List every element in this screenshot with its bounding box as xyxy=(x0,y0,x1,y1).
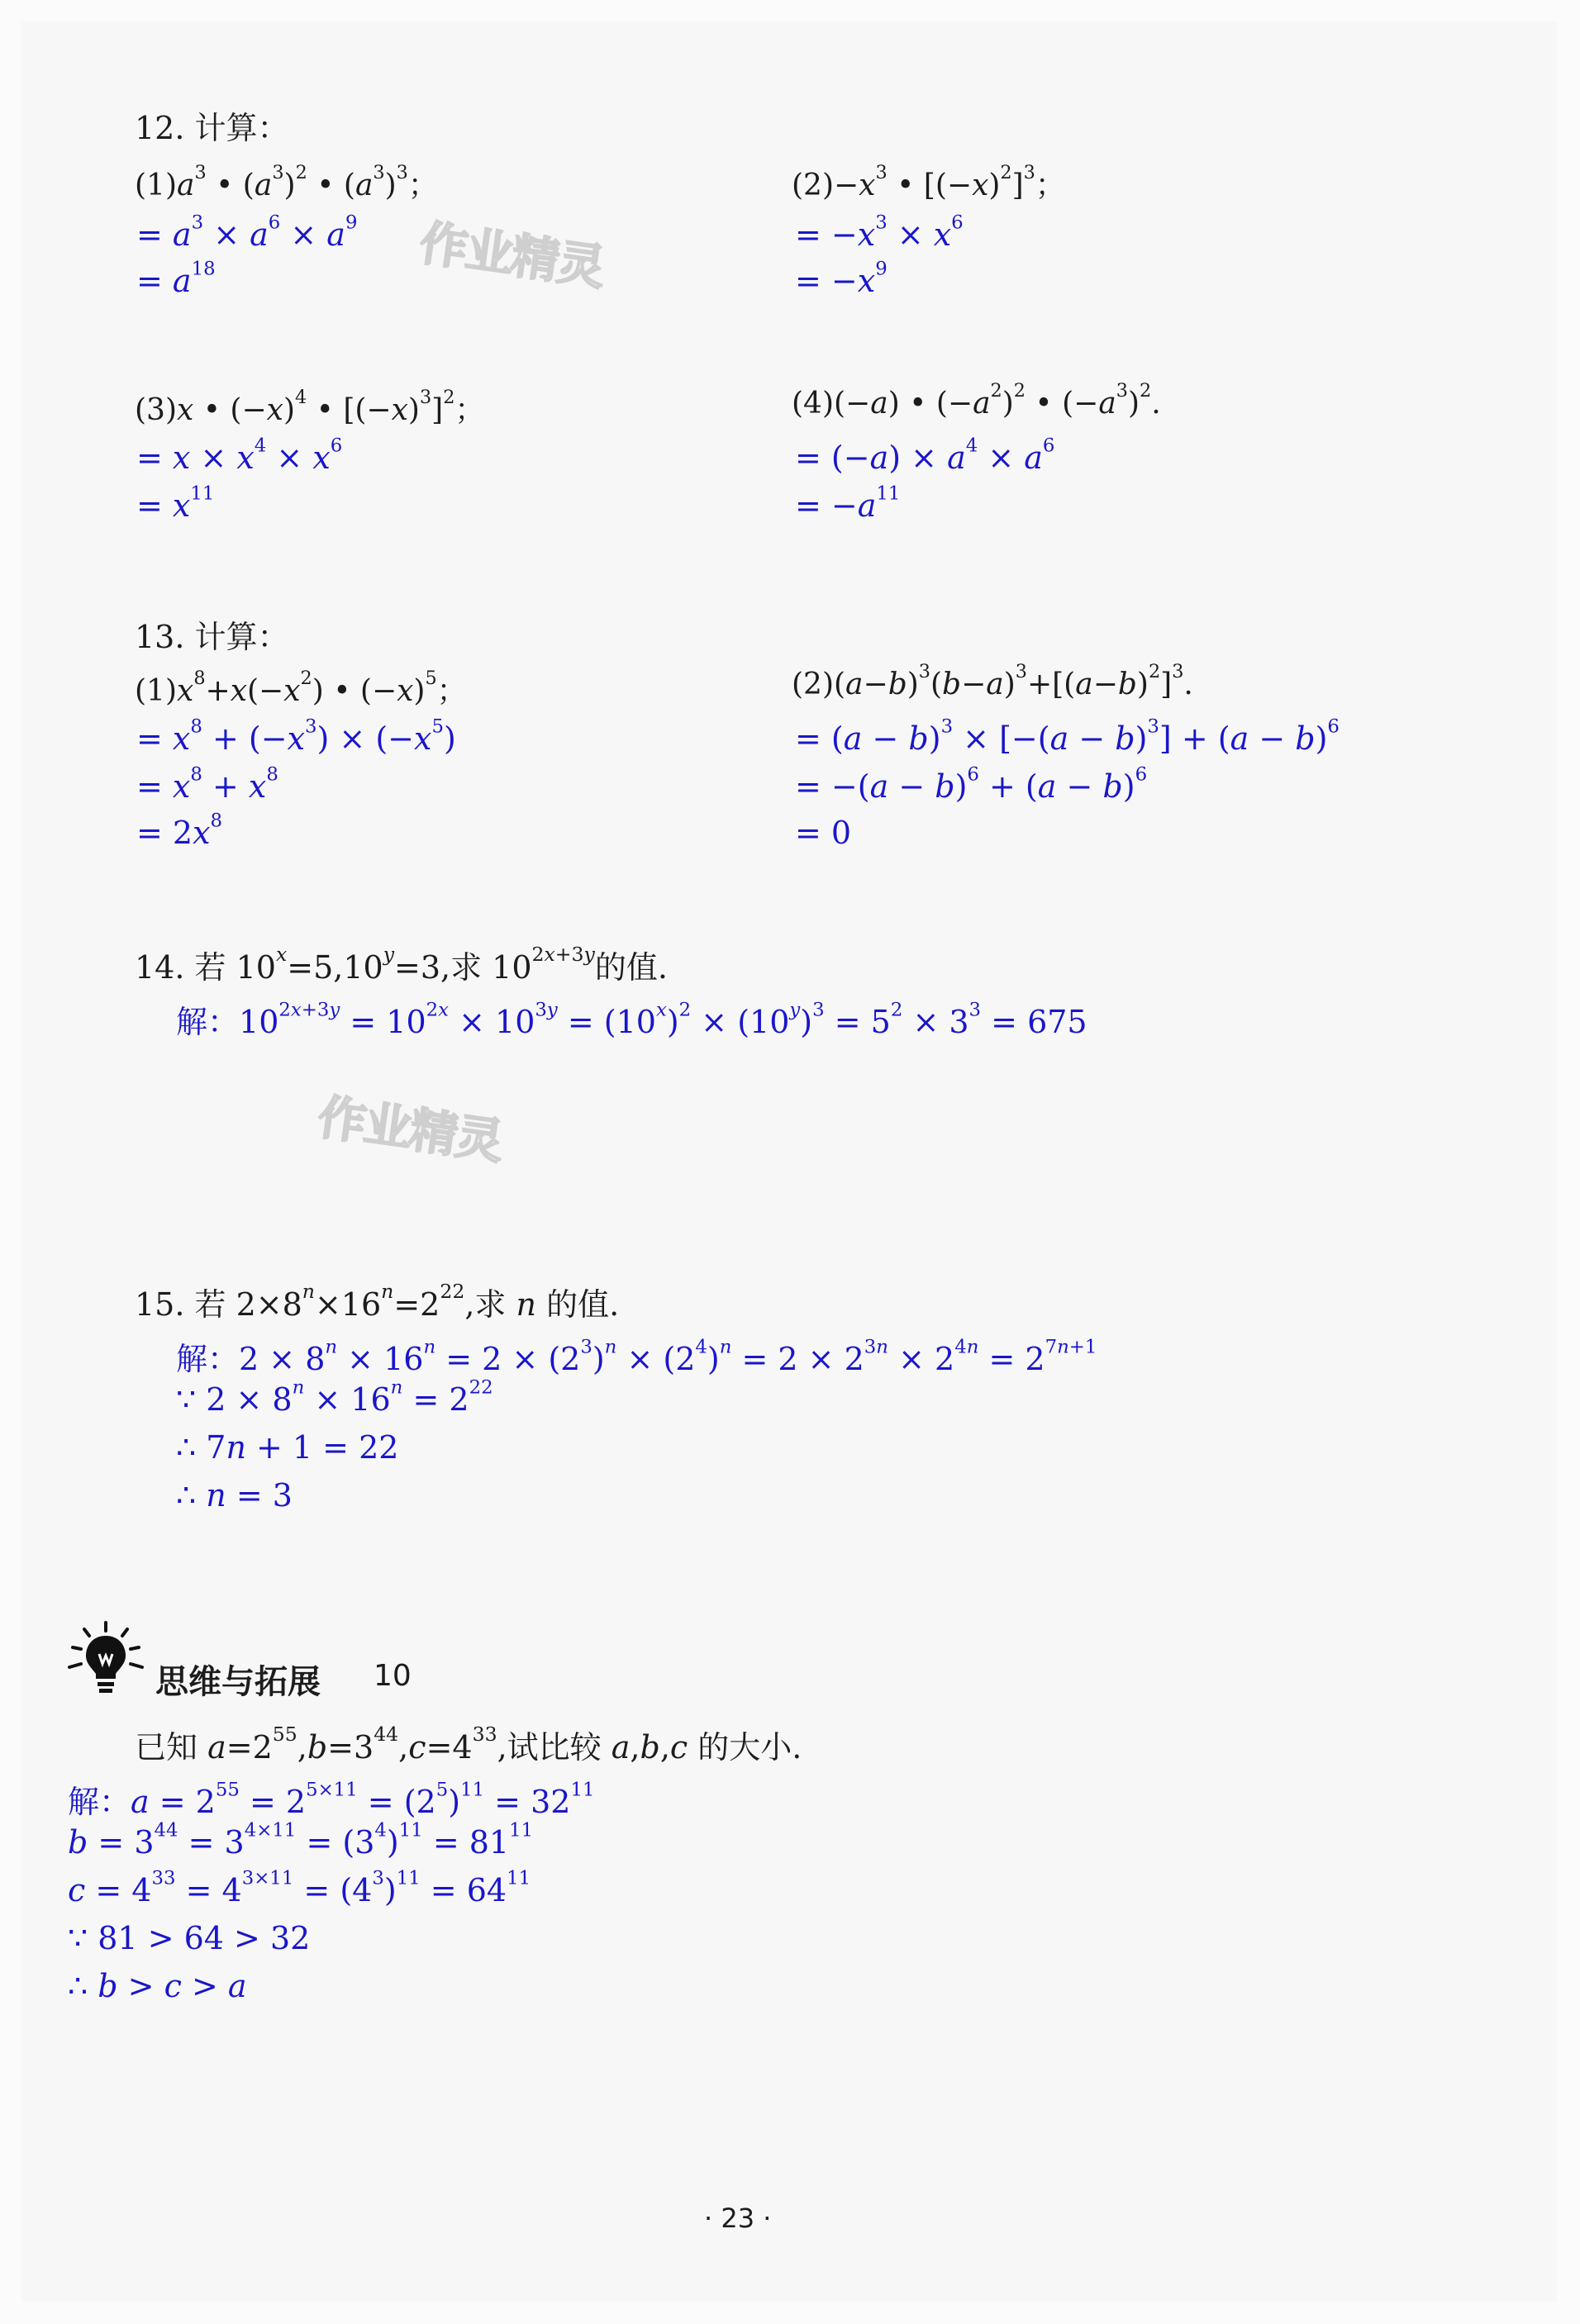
section-title: 思维与拓展 xyxy=(155,1663,321,1701)
watermark: 作业精灵 xyxy=(416,214,607,297)
section-answer-step4: ∵ 81 > 64 > 32 xyxy=(68,1920,311,1956)
q12-part3-step1: = $x \times x^4 \times x^6$ xyxy=(136,435,343,476)
section-answer-step1: 解：$a = 2^{55} = 2^{5\times 11} = (2^5)^{11} = 32^{11}$ xyxy=(68,1779,595,1820)
section-answer-step3: $c = 4^{33} = 4^{3\times 11} = (4^3)^{11} = 64^{11}$ xyxy=(68,1867,531,1908)
q12-part4-step1: = $(-a) \times a^4 \times a^6$ xyxy=(795,435,1055,476)
section-answer-step2: $b = 3^{44} = 3^{4\times 11} = (3^4)^{11} = 81^{11}$ xyxy=(68,1819,534,1861)
q12-part4-problem: (4)(−a) • $(-a^2)^2$ • $(-a^3)^2$. xyxy=(792,379,1161,421)
q12-part2-problem: $(2)-x^3$ • $[(-x)^2]^3$； xyxy=(792,161,1065,202)
question-15-title: 15. 若 $2\times 8^n\times 16^n=2^{22}$,求 n 的值. xyxy=(135,1279,620,1323)
page xyxy=(21,21,1557,2302)
q12-part1-step1: = $a^3 \times a^6 \times a^9$ xyxy=(136,211,358,253)
q15-answer-step3: ∴ 7n + 1 = 22 xyxy=(176,1429,399,1466)
q12-part3-step2: = $x^{11}$ xyxy=(136,482,215,524)
q12-part1-problem: $(1)a^3$ • $(a^3)^2$ • $(a^3)^3$； xyxy=(135,161,438,202)
question-14-title: 14. 若 $10^x=5,10^y=3$,求 $10^{2x+3y}$的值. xyxy=(135,942,668,986)
q13-part2-step2: = $-(a - b)^6 + (a - b)^6$ xyxy=(795,763,1148,805)
q14-answer: 解：$10^{2x+3y} = 10^{2x} \times 10^{3y} = (10^x)^2 \times (10^y)^3 = 5^2 \times 3^3 = 675$ xyxy=(176,999,1087,1040)
q13-part1-step2: = $x^8 + x^8$ xyxy=(136,763,278,805)
q12-part4-step2: = $-a^{11}$ xyxy=(795,482,901,524)
q15-answer-step2: ∵ $2 \times 8^n \times 16^n = 2^{22}$ xyxy=(176,1376,493,1418)
question-12-title: 12. 计算： xyxy=(135,110,289,146)
q13-part2-step1: = $(a - b)^3 \times [-(a - b)^3] + (a - b)^6$ xyxy=(795,715,1340,757)
q13-part2-step3: = 0 xyxy=(795,815,852,851)
section-problem: 已知 $a=2^{55},b=3^{44},c=4^{33}$,试比较 a,b,c 的大小. xyxy=(135,1722,802,1766)
question-13-title: 13. 计算： xyxy=(135,619,289,655)
q15-answer-step1: 解：$2 \times 8^n \times 16^n = 2 \times (2^3)^n \times (2^4)^n = 2 \times 2^{3n} \times 2^{4n} = 2^{7n+1}$ xyxy=(176,1336,1097,1377)
q13-part2-problem: $(2)(a-b)^3(b-a)^3+[(a-b)^2]^3$. xyxy=(792,660,1193,701)
section-answer-step5: ∴ b > c > a xyxy=(68,1968,247,2004)
section-number: 10 xyxy=(374,1659,412,1693)
q15-answer-step4: ∴ n = 3 xyxy=(176,1477,293,1514)
q12-part1-step2: = $a^{18}$ xyxy=(136,258,216,299)
page-number: · 23 · xyxy=(704,2203,772,2234)
q12-part3-problem: (3)x • $(-x)^4$ • $[(-x)^3]^2$； xyxy=(135,386,485,427)
q12-part2-step2: = $-x^9$ xyxy=(795,258,888,299)
lightbulb-icon xyxy=(66,1618,145,1697)
q12-part2-step1: = $-x^3 \times x^6$ xyxy=(795,211,964,253)
q13-part1-problem: $(1)x^8+x(-x^2)$ • $(-x)^5$； xyxy=(135,667,467,708)
q13-part1-step1: = $x^8 + (-x^3) \times (-x^5)$ xyxy=(136,715,456,757)
watermark: 作业精灵 xyxy=(314,1088,506,1171)
q13-part1-step3: = $2x^8$ xyxy=(136,810,223,851)
